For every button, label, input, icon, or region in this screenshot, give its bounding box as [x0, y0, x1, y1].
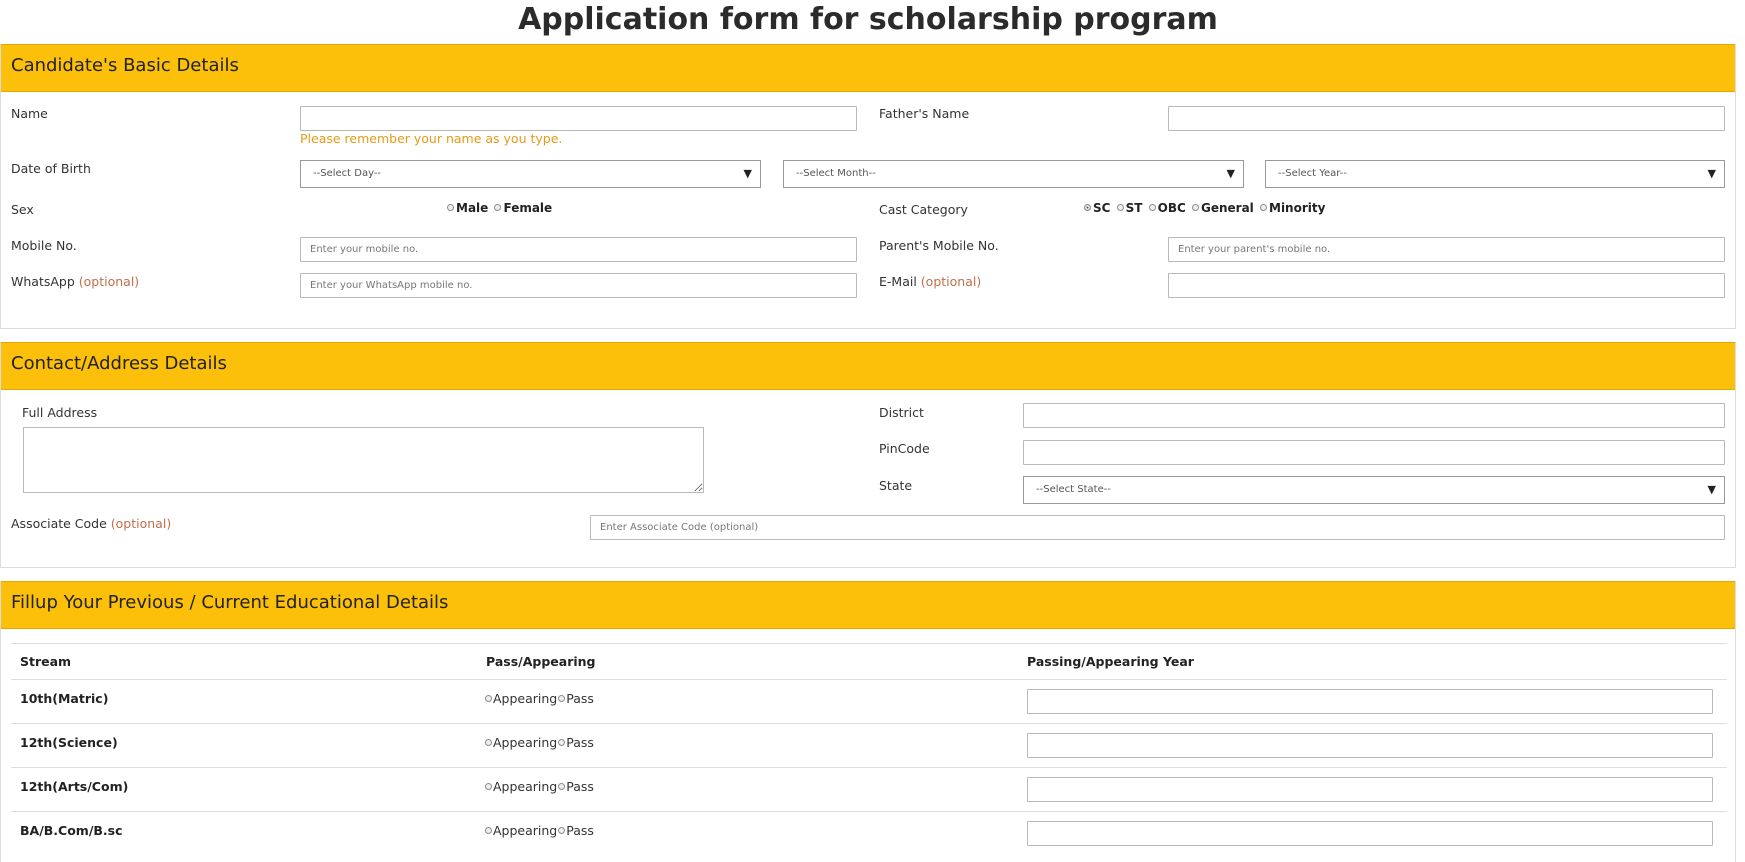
- parent-mobile-label: Parent's Mobile No.: [879, 238, 999, 253]
- associate-code-input[interactable]: [590, 515, 1725, 540]
- stream-cell: 10th(Matric): [20, 691, 109, 706]
- chevron-down-icon: ▼: [1707, 167, 1716, 180]
- email-input[interactable]: [1168, 273, 1725, 298]
- cast-general-radio[interactable]: [1192, 204, 1199, 211]
- appearing-radio[interactable]: [485, 695, 492, 702]
- table-top-border: [11, 643, 1727, 644]
- pass-radio[interactable]: [558, 695, 565, 702]
- sex-female-label: Female: [503, 201, 553, 215]
- name-label: Name: [11, 106, 48, 121]
- dob-day-value: --Select Day--: [313, 168, 382, 179]
- chevron-down-icon: ▼: [1707, 483, 1716, 496]
- mobile-input[interactable]: [300, 237, 857, 262]
- state-value: --Select State--: [1036, 484, 1111, 495]
- cast-minority-label: Minority: [1269, 201, 1326, 215]
- column-header-pass-appearing: Pass/Appearing: [486, 654, 596, 669]
- email-label: [879, 274, 981, 289]
- chevron-down-icon: ▼: [743, 167, 752, 180]
- table-header-border: [11, 679, 1727, 680]
- appearing-label: Appearing: [493, 779, 558, 794]
- cast-obc-radio[interactable]: [1149, 204, 1156, 211]
- pass-label: Pass: [566, 735, 594, 750]
- appearing-radio[interactable]: [485, 827, 492, 834]
- cast-minority-radio[interactable]: [1260, 204, 1267, 211]
- dob-day-select[interactable]: [300, 160, 761, 188]
- sex-male-radio[interactable]: [447, 204, 454, 211]
- name-hint: Please remember your name as you type.: [300, 131, 563, 146]
- mobile-label: Mobile No.: [11, 238, 77, 253]
- row-divider: [11, 723, 1727, 724]
- whatsapp-input[interactable]: [300, 273, 857, 298]
- pass-label: Pass: [566, 779, 594, 794]
- basic-details-panel: [0, 44, 1736, 329]
- pass-radio[interactable]: [558, 827, 565, 834]
- basic-details-heading: Candidate's Basic Details: [1, 44, 1735, 92]
- appearing-radio[interactable]: [485, 783, 492, 790]
- district-input[interactable]: [1023, 403, 1725, 428]
- pass-appearing-group: [484, 691, 594, 706]
- associate-code-label-text: Associate Code: [11, 516, 107, 531]
- column-header-year: Passing/Appearing Year: [1027, 654, 1194, 669]
- sex-male-label: Male: [456, 201, 489, 215]
- cast-st-radio[interactable]: [1117, 204, 1124, 211]
- sex-radio-group: [445, 201, 552, 215]
- sex-female-radio[interactable]: [494, 204, 501, 211]
- dob-month-value: --Select Month--: [796, 168, 876, 179]
- row-divider: [11, 811, 1727, 812]
- cast-category-label: Cast Category: [879, 202, 968, 217]
- cast-sc-label: SC: [1093, 201, 1111, 215]
- row-divider: [11, 767, 1727, 768]
- associate-optional-tag: (optional): [110, 516, 172, 531]
- full-address-textarea[interactable]: [23, 427, 704, 493]
- appearing-radio[interactable]: [485, 739, 492, 746]
- stream-cell: 12th(Science): [20, 735, 118, 750]
- dob-year-select[interactable]: [1265, 160, 1725, 188]
- education-details-heading: Fillup Your Previous / Current Educational Details: [1, 581, 1735, 629]
- sex-label: Sex: [11, 202, 34, 217]
- education-details-panel: [0, 581, 1736, 862]
- state-label: State: [879, 478, 913, 493]
- stream-cell: BA/B.Com/B.sc: [20, 823, 123, 838]
- father-name-input[interactable]: [1168, 106, 1725, 131]
- column-header-stream: Stream: [20, 654, 72, 669]
- appearing-label: Appearing: [493, 823, 558, 838]
- whatsapp-label-text: WhatsApp: [11, 274, 75, 289]
- cast-obc-label: OBC: [1157, 201, 1186, 215]
- district-label: District: [879, 405, 924, 420]
- whatsapp-label: [11, 274, 139, 289]
- dob-year-value: --Select Year--: [1278, 168, 1347, 179]
- year-input[interactable]: [1027, 821, 1713, 846]
- email-label-text: E-Mail: [879, 274, 917, 289]
- pass-appearing-group: [484, 779, 594, 794]
- pass-label: Pass: [566, 691, 594, 706]
- stream-cell: 12th(Arts/Com): [20, 779, 129, 794]
- parent-mobile-input[interactable]: [1168, 237, 1725, 262]
- contact-details-heading: Contact/Address Details: [1, 342, 1735, 390]
- cast-radio-group: [1082, 201, 1325, 215]
- pass-label: Pass: [566, 823, 594, 838]
- dob-month-select[interactable]: [783, 160, 1244, 188]
- cast-st-label: ST: [1125, 201, 1143, 215]
- cast-general-label: General: [1201, 201, 1254, 215]
- pincode-label: PinCode: [879, 441, 930, 456]
- pass-radio[interactable]: [558, 783, 565, 790]
- pass-appearing-group: [484, 735, 594, 750]
- page-title: Application form for scholarship program: [518, 2, 1218, 37]
- email-optional-tag: (optional): [920, 274, 982, 289]
- pincode-input[interactable]: [1023, 440, 1725, 465]
- name-input[interactable]: [300, 106, 857, 131]
- state-select[interactable]: [1023, 476, 1725, 504]
- full-address-label: Full Address: [22, 405, 98, 420]
- year-input[interactable]: [1027, 777, 1713, 802]
- pass-appearing-group: [484, 823, 594, 838]
- associate-code-label: [11, 516, 171, 531]
- cast-sc-radio[interactable]: [1084, 204, 1091, 211]
- father-name-label: Father's Name: [879, 106, 970, 121]
- whatsapp-optional-tag: (optional): [78, 274, 140, 289]
- chevron-down-icon: ▼: [1226, 167, 1235, 180]
- year-input[interactable]: [1027, 733, 1713, 758]
- dob-label: Date of Birth: [11, 161, 91, 176]
- contact-details-panel: [0, 342, 1736, 568]
- appearing-label: Appearing: [493, 691, 558, 706]
- pass-radio[interactable]: [558, 739, 565, 746]
- appearing-label: Appearing: [493, 735, 558, 750]
- year-input[interactable]: [1027, 689, 1713, 714]
